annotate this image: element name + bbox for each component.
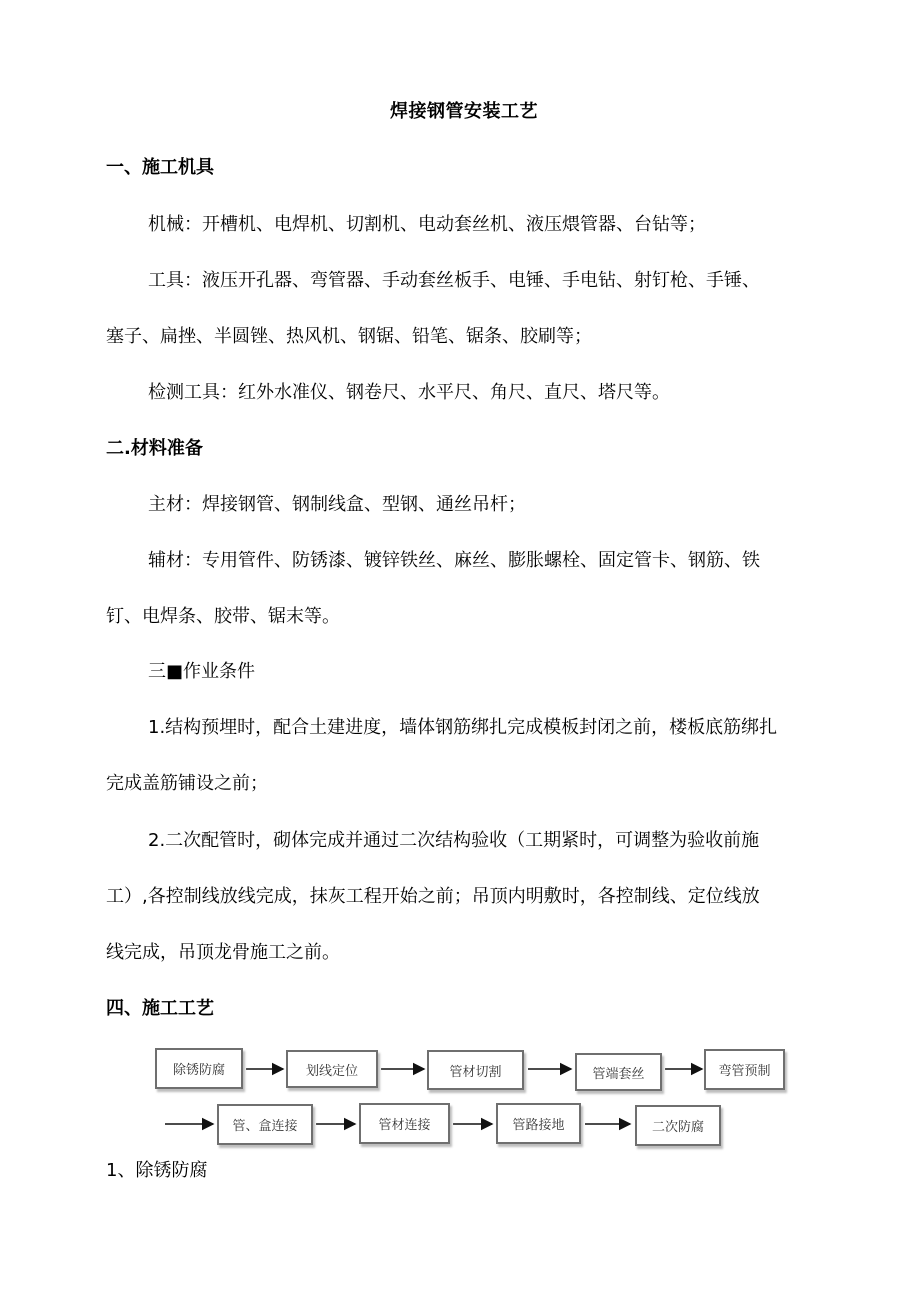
flow-step-pipe-connection: 管材连接	[359, 1103, 450, 1144]
paragraph-main-materials: 主材：焊接钢管、钢制线盒、型钢、通丝吊杆；	[148, 494, 526, 515]
paragraph-tools-line1: 工具：液压开孔器、弯管器、手动套丝板手、电锤、手电钻、射钉枪、手锤、	[148, 270, 760, 291]
document-title: 焊接钢管安装工艺	[390, 101, 538, 122]
paragraph-condition1-line2: 完成盖筋铺设之前；	[106, 773, 268, 794]
sub-heading-rust-removal: 1、除锈防腐	[106, 1160, 208, 1181]
flow-step-marking: 划线定位	[286, 1050, 378, 1088]
paragraph-condition2-line3: 线完成，吊顶龙骨施工之前。	[106, 942, 340, 963]
flow-step-grounding: 管路接地	[496, 1103, 581, 1144]
flow-step-rust-removal: 除锈防腐	[155, 1048, 243, 1089]
section-heading-materials: 二.材料准备	[106, 438, 203, 459]
flow-step-bending: 弯管预制	[704, 1049, 785, 1090]
section-heading-conditions: 三■作业条件	[148, 661, 256, 682]
section-heading-process: 四、施工工艺	[106, 998, 214, 1019]
section-heading-tools: 一、施工机具	[106, 157, 214, 178]
paragraph-inspection-tools: 检测工具：红外水准仪、钢卷尺、水平尺、角尺、直尺、塔尺等。	[148, 382, 670, 403]
paragraph-condition1-line1: 1.结构预埋时，配合土建进度，墙体钢筋绑扎完成模板封闭之前，楼板底筋绑扎	[148, 717, 778, 738]
paragraph-machinery: 机械：开槽机、电焊机、切割机、电动套丝机、液压煨管器、台钻等；	[148, 214, 706, 235]
paragraph-condition2-line2: 工）,各控制线放线完成，抹灰工程开始之前；吊顶内明敷时，各控制线、定位线放	[106, 886, 760, 907]
flow-step-threading: 管端套丝	[575, 1053, 662, 1091]
flow-step-secondary-anticorrosion: 二次防腐	[635, 1105, 721, 1146]
flow-step-box-connection: 管、盒连接	[217, 1104, 313, 1145]
paragraph-condition2-line1: 2.二次配管时，砌体完成并通过二次结构验收（工期紧时，可调整为验收前施	[148, 830, 760, 851]
paragraph-aux-materials-line1: 辅材：专用管件、防锈漆、镀锌铁丝、麻丝、膨胀螺栓、固定管卡、钢筋、铁	[148, 550, 760, 571]
paragraph-aux-materials-line2: 钉、电焊条、胶带、锯末等。	[106, 606, 340, 627]
flow-step-pipe-cutting: 管材切割	[427, 1050, 524, 1090]
paragraph-tools-line2: 塞子、扁挫、半圆锉、热风机、钢锯、铅笔、锯条、胶刷等；	[106, 326, 592, 347]
